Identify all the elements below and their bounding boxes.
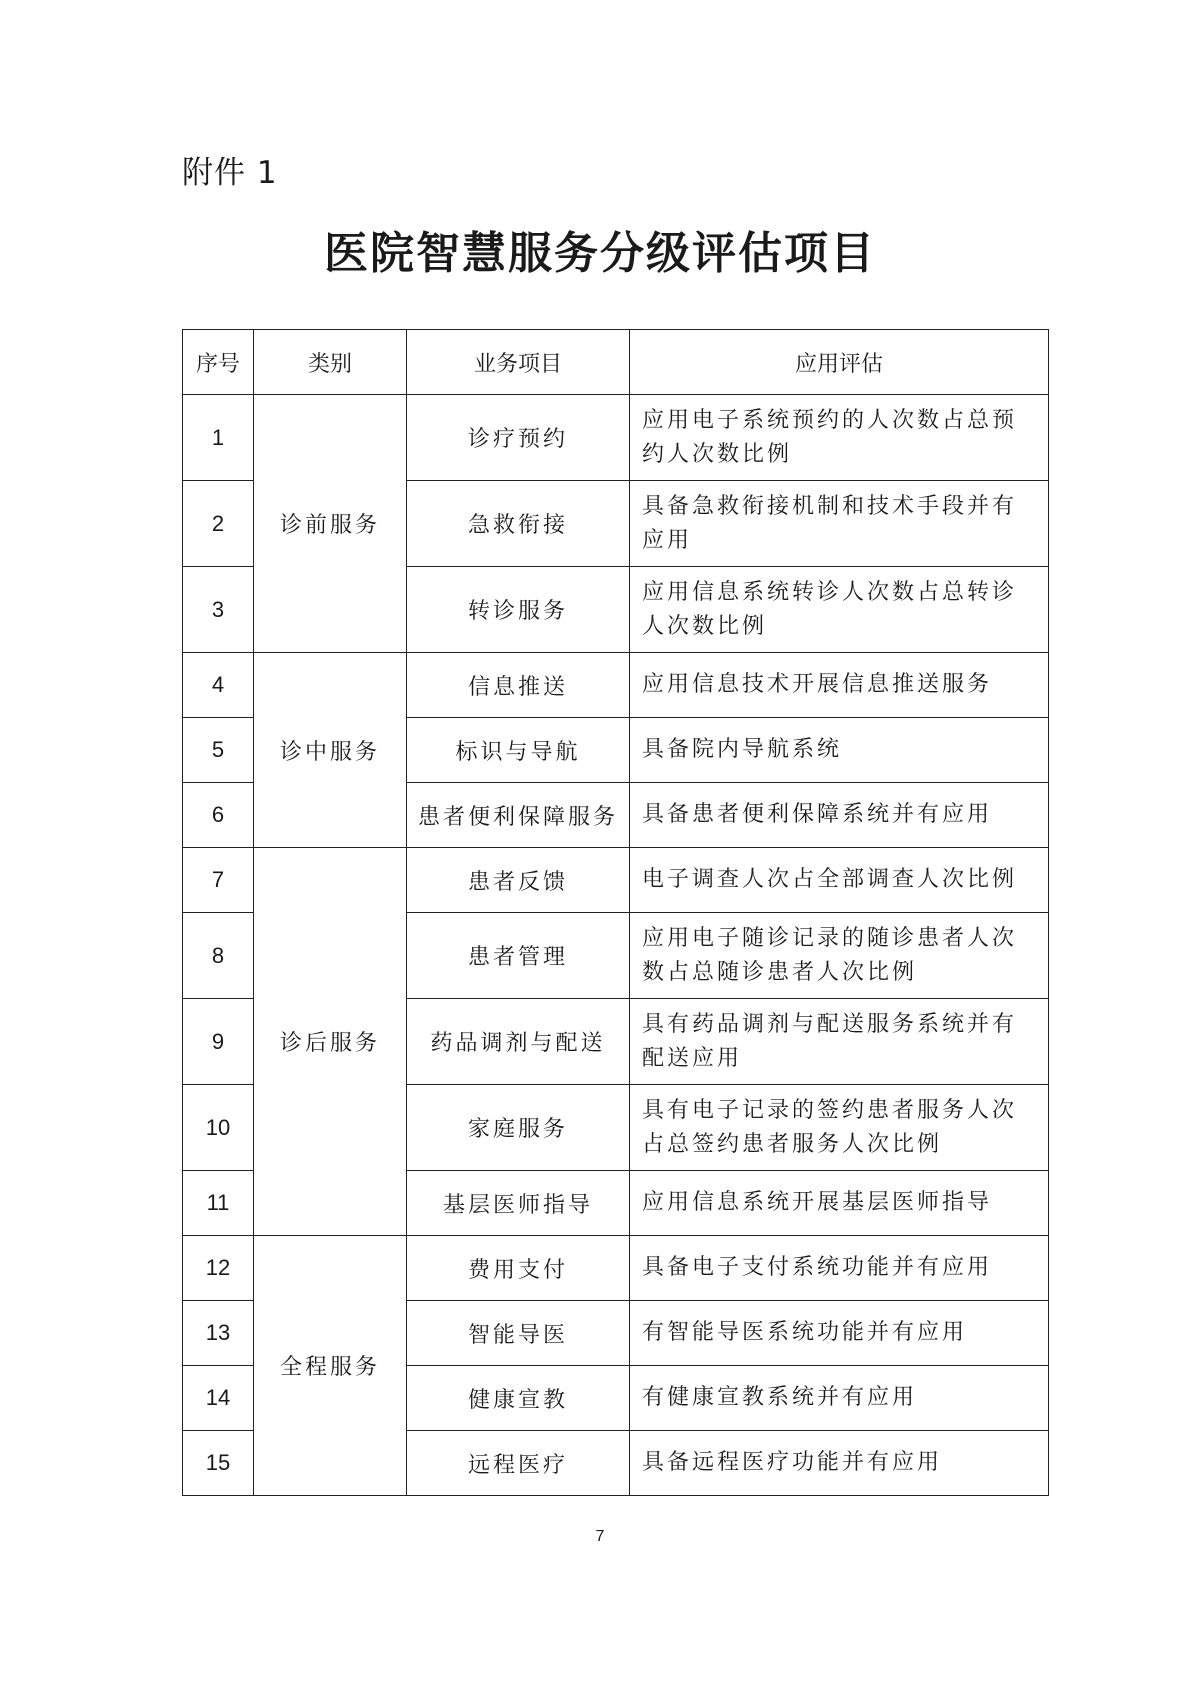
business-item: 智能导医	[407, 1301, 630, 1366]
business-item: 标识与导航	[407, 718, 630, 783]
evaluation-text: 具备院内导航系统	[630, 718, 1049, 783]
evaluation-text: 应用信息技术开展信息推送服务	[630, 653, 1049, 718]
header-evaluation: 应用评估	[630, 330, 1049, 395]
evaluation-text: 具备远程医疗功能并有应用	[630, 1431, 1049, 1496]
row-number: 4	[183, 653, 254, 718]
row-number: 7	[183, 848, 254, 913]
evaluation-text: 电子调查人次占全部调查人次比例	[630, 848, 1049, 913]
row-number: 3	[183, 567, 254, 653]
business-item: 健康宣教	[407, 1366, 630, 1431]
evaluation-text: 应用信息系统转诊人次数占总转诊人次数比例	[630, 567, 1049, 653]
table-header-row	[183, 330, 1049, 395]
page-number: 7	[595, 1528, 605, 1545]
business-item: 基层医师指导	[407, 1171, 630, 1236]
evaluation-text: 具有电子记录的签约患者服务人次占总签约患者服务人次比例	[630, 1085, 1049, 1171]
category-cell: 诊后服务	[254, 848, 407, 1236]
row-number: 15	[183, 1431, 254, 1496]
business-item: 转诊服务	[407, 567, 630, 653]
category-cell: 诊中服务	[254, 653, 407, 848]
table-row	[183, 848, 1049, 913]
business-item: 患者便利保障服务	[407, 783, 630, 848]
evaluation-text: 具有药品调剂与配送服务系统并有配送应用	[630, 999, 1049, 1085]
evaluation-text: 应用电子随诊记录的随诊患者人次数占总随诊患者人次比例	[630, 913, 1049, 999]
row-number: 8	[183, 913, 254, 999]
evaluation-text: 有智能导医系统功能并有应用	[630, 1301, 1049, 1366]
row-number: 10	[183, 1085, 254, 1171]
business-item: 费用支付	[407, 1236, 630, 1301]
evaluation-text: 应用电子系统预约的人次数占总预约人次数比例	[630, 395, 1049, 481]
row-number: 6	[183, 783, 254, 848]
row-number: 11	[183, 1171, 254, 1236]
table-row	[183, 653, 1049, 718]
table-row	[183, 1236, 1049, 1301]
table-row	[183, 395, 1049, 481]
row-number: 2	[183, 481, 254, 567]
business-item: 诊疗预约	[407, 395, 630, 481]
header-business-item: 业务项目	[407, 330, 630, 395]
evaluation-text: 具备患者便利保障系统并有应用	[630, 783, 1049, 848]
business-item: 患者管理	[407, 913, 630, 999]
evaluation-table	[182, 329, 1049, 1496]
evaluation-text: 具备急救衔接机制和技术手段并有应用	[630, 481, 1049, 567]
attachment-label: 附件 1	[182, 155, 278, 191]
evaluation-text: 应用信息系统开展基层医师指导	[630, 1171, 1049, 1236]
business-item: 药品调剂与配送	[407, 999, 630, 1085]
header-category: 类别	[254, 330, 407, 395]
evaluation-text: 有健康宣教系统并有应用	[630, 1366, 1049, 1431]
category-cell: 全程服务	[254, 1236, 407, 1496]
category-cell: 诊前服务	[254, 395, 407, 653]
row-number: 9	[183, 999, 254, 1085]
row-number: 1	[183, 395, 254, 481]
business-item: 患者反馈	[407, 848, 630, 913]
row-number: 12	[183, 1236, 254, 1301]
page-title: 医院智慧服务分级评估项目	[324, 228, 876, 279]
business-item: 远程医疗	[407, 1431, 630, 1496]
business-item: 信息推送	[407, 653, 630, 718]
evaluation-text: 具备电子支付系统功能并有应用	[630, 1236, 1049, 1301]
row-number: 13	[183, 1301, 254, 1366]
header-number: 序号	[183, 330, 254, 395]
business-item: 急救衔接	[407, 481, 630, 567]
row-number: 5	[183, 718, 254, 783]
business-item: 家庭服务	[407, 1085, 630, 1171]
row-number: 14	[183, 1366, 254, 1431]
